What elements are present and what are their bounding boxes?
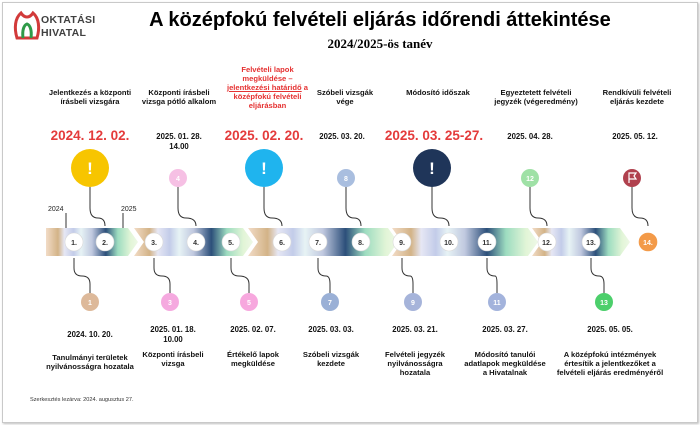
top-marker-number: 4: [176, 176, 180, 183]
step-number: 14.: [643, 240, 653, 247]
step-number: 4.: [193, 240, 199, 247]
step-number: 3.: [151, 240, 157, 247]
page-title: A középfokú felvételi eljárás időrendi áttekintése: [149, 9, 611, 31]
top-date-14: 2025. 05. 12.: [612, 132, 658, 141]
bottom-connector: [402, 258, 413, 293]
bottom-label-9: Felvételi jegyzék nyilvánosságra hozatala: [385, 350, 445, 377]
bottom-connector: [591, 258, 604, 293]
exclamation-icon: !: [261, 159, 267, 178]
bottom-marker-number: 11: [493, 300, 501, 307]
top-date-10: 2025. 03. 25-27.: [384, 128, 484, 143]
top-label-8: Szóbeli vizsgák vége: [316, 88, 374, 106]
top-label-4: Központi írásbeli vizsga pótló alkalom: [141, 88, 217, 106]
step-number: 13.: [586, 240, 596, 247]
top-marker-circle: [623, 169, 641, 187]
bottom-label-6: Értékelő lapok megküldése: [227, 350, 279, 368]
bottom-label-5: Központi írásbeli vizsga: [142, 350, 204, 368]
step-number: 8.: [358, 240, 364, 247]
top-connector: [530, 187, 547, 226]
bottom-label-2: Tanulmányi területek nyilvánosságra hozatala: [46, 353, 134, 371]
top-date-12: 2025. 04. 28.: [507, 132, 553, 141]
step-number: 5.: [228, 240, 234, 247]
bottom-marker-number: 1: [88, 300, 92, 307]
step-number: 1.: [71, 240, 77, 247]
top-connector: [432, 187, 449, 226]
top-connector: [632, 187, 648, 226]
top-date-4-time: 14.00: [169, 141, 189, 151]
bottom-marker-number: 5: [247, 300, 251, 307]
top-label-12: Egyeztetett felvételi jegyzék (végeredmény): [494, 88, 578, 106]
step-number: 12.: [542, 240, 552, 247]
bottom-date-5-time: 10.00: [163, 334, 183, 344]
bottom-label-11: Módosító tanulói adatlapok megküldése a Hivatalnak: [464, 350, 546, 377]
bottom-connector: [231, 258, 249, 293]
top-connector: [90, 187, 105, 226]
bottom-date-5-day: 2025. 01. 18.: [150, 325, 196, 334]
top-connector: [346, 187, 361, 226]
logo-text-line1: OKTATÁSI: [41, 14, 96, 26]
year-label-2025: 2025: [121, 206, 137, 213]
deadline-text-3: a középfokú felvételi eljárásban: [233, 83, 309, 110]
bottom-label-13: A középfokú intézmények értesítik a jelentkezőket a felvételi eljárás eredményéről: [556, 350, 664, 377]
bottom-marker-number: 3: [168, 300, 172, 307]
step-number: 10.: [444, 240, 454, 247]
top-date-1: 2024. 12. 02.: [50, 128, 130, 143]
logo-text-line2: HIVATAL: [41, 27, 87, 39]
top-label-10: Módosító időszak: [406, 88, 470, 97]
bottom-date-2: 2024. 10. 20.: [67, 330, 113, 339]
exclamation-icon: !: [87, 159, 93, 178]
timeline-band-segment: [392, 228, 538, 256]
bottom-date-7: 2025. 03. 03.: [308, 325, 354, 334]
bottom-marker-number: 9: [411, 300, 415, 307]
step-number: 6.: [279, 240, 285, 247]
step-number: 9.: [399, 240, 405, 247]
bottom-marker-number: 7: [328, 300, 332, 307]
footnote: Szerkesztés lezárva: 2024. augusztus 27.: [30, 397, 134, 403]
top-date-8: 2025. 03. 20.: [319, 132, 365, 141]
top-connector: [264, 187, 282, 226]
deadline-text-1: Felvételi lapok megküldése –: [241, 65, 294, 83]
bottom-connector: [74, 258, 90, 293]
top-label-14: Rendkívüli felvételi eljárás kezdete: [602, 88, 672, 106]
top-date-4-day: 2025. 01. 28.: [156, 132, 202, 141]
bottom-date-6: 2025. 02. 07.: [230, 325, 276, 334]
top-connector: [178, 187, 196, 226]
bottom-connector: [487, 258, 497, 293]
bottom-marker-number: 13: [600, 300, 608, 307]
step-number: 11.: [482, 240, 492, 247]
timeline-band-segment: [46, 228, 138, 256]
exclamation-icon: !: [429, 159, 435, 178]
bottom-connector: [318, 258, 330, 293]
year-label-2024: 2024: [48, 206, 64, 213]
step-number: 7.: [315, 240, 321, 247]
bottom-date-9: 2025. 03. 21.: [392, 325, 438, 334]
top-marker-number: 12: [526, 176, 534, 183]
bottom-label-7: Szóbeli vizsgák kezdete: [302, 350, 360, 368]
top-marker-number: 8: [344, 176, 348, 183]
bottom-date-13: 2025. 05. 05.: [587, 325, 633, 334]
top-label-1: Jelentkezés a központi írásbeli vizsgára: [48, 88, 132, 106]
deadline-text-2: jelentkezési határidő: [226, 83, 302, 92]
top-date-deadline: 2025. 02. 20.: [224, 128, 304, 143]
bottom-date-11: 2025. 03. 27.: [482, 325, 528, 334]
step-number: 2.: [102, 240, 108, 247]
bottom-connector: [154, 258, 170, 293]
subtitle: 2024/2025-ös tanév: [327, 36, 433, 51]
